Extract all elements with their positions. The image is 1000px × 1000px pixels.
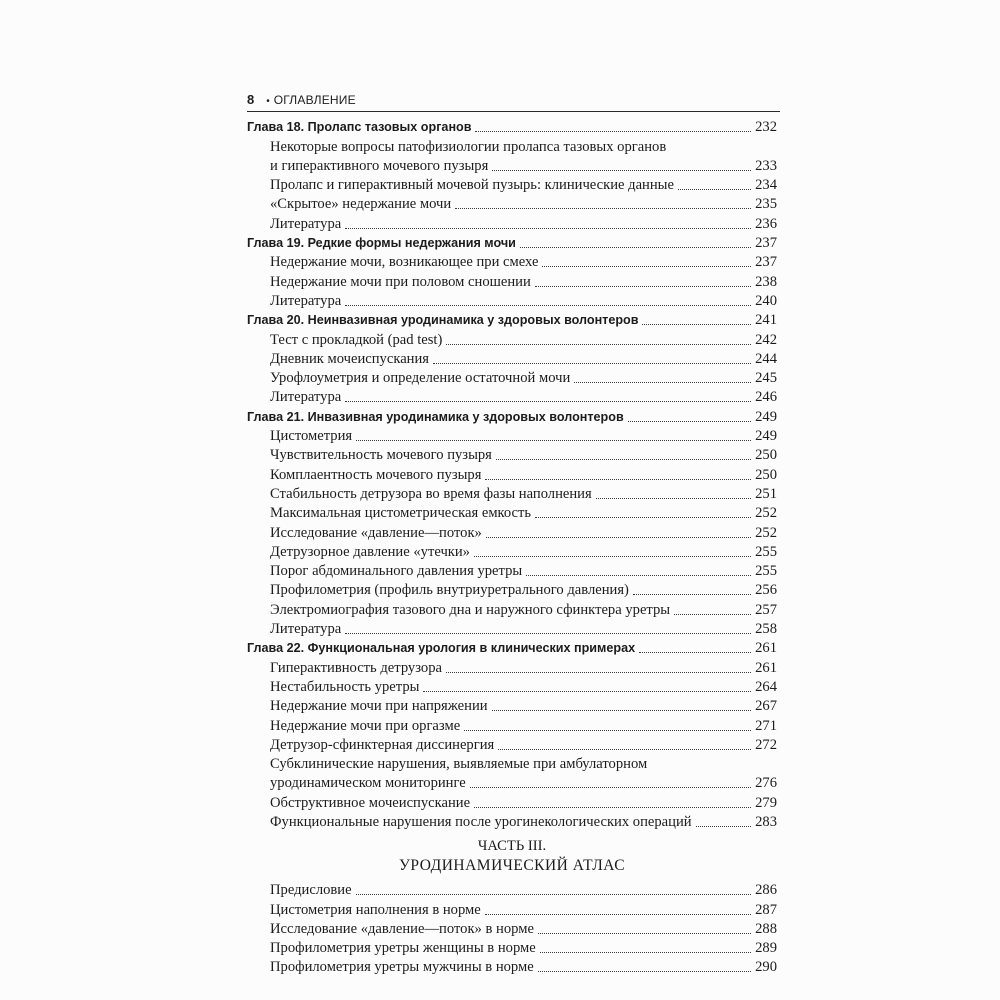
entry-title: Дневник мочеиспускания bbox=[270, 350, 430, 367]
page-ref: 237 bbox=[755, 235, 777, 252]
dot-leader bbox=[486, 537, 751, 538]
page-ref: 288 bbox=[755, 920, 777, 937]
entry-title: Предисловие bbox=[270, 882, 352, 899]
toc-section[interactable] bbox=[247, 920, 777, 939]
toc-section[interactable] bbox=[247, 697, 777, 716]
toc-section[interactable] bbox=[247, 900, 777, 919]
entry-title: Чувствительность мочевого пузыря bbox=[270, 447, 492, 464]
entry-title: и гиперактивного мочевого пузыря bbox=[270, 157, 489, 174]
page-ref: 237 bbox=[755, 254, 777, 271]
page-ref: 255 bbox=[755, 563, 777, 580]
page-ref: 241 bbox=[755, 312, 777, 329]
entry-title: Литература bbox=[270, 621, 342, 638]
page-ref: 240 bbox=[755, 292, 777, 309]
entry-title: Пролапс и гиперактивный мочевой пузырь: клинические данные bbox=[270, 177, 674, 194]
dot-leader bbox=[356, 440, 751, 441]
page-ref: 255 bbox=[755, 543, 777, 560]
toc-section[interactable] bbox=[247, 157, 777, 176]
page-ref: 246 bbox=[755, 389, 777, 406]
dot-leader bbox=[574, 382, 751, 383]
page-ref: 287 bbox=[755, 901, 777, 918]
entry-title: Глава 19. Редкие формы недержания мочи bbox=[247, 236, 516, 251]
page-ref: 279 bbox=[755, 794, 777, 811]
page-ref: 257 bbox=[755, 601, 777, 618]
page-ref: 250 bbox=[755, 447, 777, 464]
dot-leader bbox=[678, 189, 751, 190]
toc-section[interactable] bbox=[247, 330, 777, 349]
toc-section[interactable] bbox=[247, 485, 777, 504]
dot-leader bbox=[470, 787, 751, 788]
dot-leader bbox=[446, 672, 751, 673]
entry-title: Детрузор-сфинктерная диссинергия bbox=[270, 736, 495, 753]
dot-leader bbox=[446, 344, 751, 345]
dot-leader bbox=[345, 228, 751, 229]
entry-title: Тест с прокладкой (pad test) bbox=[270, 331, 443, 348]
dot-leader bbox=[345, 401, 751, 402]
toc-section[interactable] bbox=[247, 736, 777, 755]
dot-leader bbox=[455, 208, 751, 209]
entry-title: Недержание мочи, возникающее при смехе bbox=[270, 254, 539, 271]
page-ref: 261 bbox=[755, 640, 777, 657]
toc-section[interactable] bbox=[247, 350, 777, 369]
entry-title: Глава 18. Пролапс тазовых органов bbox=[247, 120, 472, 135]
page-ref: 252 bbox=[755, 505, 777, 522]
entry-title: Максимальная цистометрическая емкость bbox=[270, 505, 532, 522]
toc-section[interactable] bbox=[247, 793, 777, 812]
page-ref: 271 bbox=[755, 717, 777, 734]
toc-section[interactable] bbox=[247, 813, 777, 832]
entry-title: «Скрытое» недержание мочи bbox=[270, 196, 452, 213]
toc-section[interactable] bbox=[247, 195, 777, 214]
entry-title: Некоторые вопросы патофизиологии пролапса тазовых органов bbox=[270, 138, 667, 155]
entry-title: Порог абдоминального давления уретры bbox=[270, 563, 523, 580]
dot-leader bbox=[474, 807, 751, 808]
entry-title: Глава 21. Инвазивная уродинамика у здоровых волонтеров bbox=[247, 409, 624, 424]
entry-title: Литература bbox=[270, 292, 342, 309]
toc-section[interactable] bbox=[247, 939, 777, 958]
dot-leader bbox=[596, 498, 751, 499]
page-ref: 235 bbox=[755, 196, 777, 213]
entry-title: Гиперактивность детрузора bbox=[270, 659, 442, 676]
toc-section[interactable] bbox=[247, 176, 777, 195]
dot-leader bbox=[464, 730, 751, 731]
page-ref: 256 bbox=[755, 582, 777, 599]
dot-leader bbox=[485, 914, 751, 915]
entry-title: Профилометрия уретры женщины в норме bbox=[270, 940, 536, 957]
part-number: ЧАСТЬ III. bbox=[477, 837, 547, 854]
entry-title: Электромиография тазового дна и наружного сфинктера уретры bbox=[270, 601, 671, 618]
entry-title: Недержание мочи при половом сношении bbox=[270, 273, 531, 290]
page-ref: 283 bbox=[755, 813, 777, 830]
dot-leader bbox=[540, 952, 751, 953]
entry-title: Комплаентность мочевого пузыря bbox=[270, 466, 482, 483]
dot-leader bbox=[538, 971, 751, 972]
entry-title: Литература bbox=[270, 215, 342, 232]
toc-section[interactable] bbox=[247, 504, 777, 523]
page-ref: 272 bbox=[755, 736, 777, 753]
toc-section[interactable] bbox=[247, 214, 777, 233]
toc-section[interactable] bbox=[247, 562, 777, 581]
page-ref: 238 bbox=[755, 273, 777, 290]
toc-section[interactable] bbox=[247, 446, 777, 465]
bullet-icon: • bbox=[266, 96, 270, 107]
toc-section[interactable] bbox=[247, 774, 777, 793]
dot-leader bbox=[526, 575, 751, 576]
entry-title: Исследование «давление—поток» bbox=[270, 524, 482, 541]
page-ref: 233 bbox=[755, 157, 777, 174]
entry-title: Глава 22. Функциональная урология в клинических примерах bbox=[247, 641, 636, 656]
running-header bbox=[247, 91, 780, 112]
dot-leader bbox=[492, 710, 752, 711]
page-ref: 276 bbox=[755, 775, 777, 792]
page-ref: 236 bbox=[755, 215, 777, 232]
toc-section[interactable] bbox=[247, 272, 777, 291]
page-ref: 245 bbox=[755, 370, 777, 387]
dot-leader bbox=[633, 594, 751, 595]
page-ref: 232 bbox=[755, 119, 777, 136]
page-ref: 251 bbox=[755, 485, 777, 502]
page-ref: 264 bbox=[755, 678, 777, 695]
entry-title: Нестабильность уретры bbox=[270, 678, 420, 695]
toc-section[interactable] bbox=[247, 388, 777, 407]
toc-chapter[interactable] bbox=[247, 234, 777, 253]
entry-title: Цистометрия наполнения в норме bbox=[270, 901, 481, 918]
entry-title: Цистометрия bbox=[270, 428, 353, 445]
dot-leader bbox=[520, 247, 751, 248]
dot-leader bbox=[475, 131, 751, 132]
toc-section[interactable] bbox=[247, 958, 777, 977]
page-ref: 249 bbox=[755, 408, 777, 425]
page-ref: 289 bbox=[755, 940, 777, 957]
toc-section[interactable] bbox=[247, 716, 777, 735]
entry-title: уродинамическом мониторинге bbox=[270, 775, 466, 792]
entry-title: Урофлоуметрия и определение остаточной мочи bbox=[270, 370, 571, 387]
page-ref: 261 bbox=[755, 659, 777, 676]
dot-leader bbox=[485, 479, 751, 480]
dot-leader bbox=[535, 517, 751, 518]
toc-section[interactable] bbox=[247, 523, 777, 542]
page-ref: 258 bbox=[755, 621, 777, 638]
dot-leader bbox=[642, 324, 751, 325]
page-ref: 249 bbox=[755, 428, 777, 445]
toc-section[interactable] bbox=[247, 678, 777, 697]
toc-chapter[interactable] bbox=[247, 311, 777, 330]
toc-chapter[interactable] bbox=[247, 639, 777, 658]
entry-title: Недержание мочи при оргазме bbox=[270, 717, 461, 734]
dot-leader bbox=[674, 614, 751, 615]
entry-title: Исследование «давление—поток» в норме bbox=[270, 920, 534, 937]
page-ref: 250 bbox=[755, 466, 777, 483]
dot-leader bbox=[498, 749, 751, 750]
entry-title: Недержание мочи при напряжении bbox=[270, 698, 488, 715]
dot-leader bbox=[696, 826, 752, 827]
entry-title: Функциональные нарушения после урогинекологических операций bbox=[270, 813, 692, 830]
toc-section[interactable] bbox=[247, 427, 777, 446]
toc-chapter[interactable] bbox=[247, 118, 777, 137]
toc-section[interactable] bbox=[247, 369, 777, 388]
toc-section[interactable] bbox=[247, 253, 777, 272]
page-ref: 290 bbox=[755, 959, 777, 976]
dot-leader bbox=[492, 170, 751, 171]
dot-leader bbox=[345, 305, 751, 306]
toc-section[interactable] bbox=[247, 465, 777, 484]
dot-leader bbox=[345, 633, 751, 634]
page-ref: 242 bbox=[755, 331, 777, 348]
part-title: УРОДИНАМИЧЕСКИЙ АТЛАС bbox=[398, 856, 626, 874]
header-title: ОГЛАВЛЕНИЕ bbox=[273, 93, 356, 107]
page-ref: 267 bbox=[755, 698, 777, 715]
toc-section[interactable] bbox=[247, 620, 777, 639]
entry-title: Детрузорное давление «утечки» bbox=[270, 543, 470, 560]
dot-leader bbox=[433, 363, 751, 364]
dot-leader bbox=[542, 266, 751, 267]
toc-section[interactable] bbox=[247, 543, 777, 562]
dot-leader bbox=[496, 459, 751, 460]
toc-section[interactable] bbox=[247, 292, 777, 311]
dot-leader bbox=[474, 556, 751, 557]
toc-section[interactable] bbox=[247, 600, 777, 619]
dot-leader bbox=[538, 933, 751, 934]
toc-section[interactable] bbox=[247, 581, 777, 600]
entry-title: Глава 20. Неинвазивная уродинамика у здоровых волонтеров bbox=[247, 313, 639, 328]
entry-title: Литература bbox=[270, 389, 342, 406]
toc-chapter[interactable] bbox=[247, 407, 777, 426]
table-of-contents bbox=[247, 118, 777, 977]
toc-section[interactable] bbox=[247, 881, 777, 900]
page-ref: 234 bbox=[755, 177, 777, 194]
dot-leader bbox=[535, 286, 751, 287]
page-ref: 286 bbox=[755, 882, 777, 899]
page-ref: 252 bbox=[755, 524, 777, 541]
toc-section[interactable] bbox=[247, 658, 777, 677]
dot-leader bbox=[639, 652, 751, 653]
dot-leader bbox=[423, 691, 751, 692]
entry-title: Стабильность детрузора во время фазы наполнения bbox=[270, 485, 592, 502]
entry-title: Профилометрия (профиль внутриуретрального давления) bbox=[270, 582, 629, 599]
entry-title: Субклинические нарушения, выявляемые при амбулаторном bbox=[270, 756, 648, 773]
toc-section-line[interactable] bbox=[247, 137, 777, 156]
page-ref: 244 bbox=[755, 350, 777, 367]
entry-title: Профилометрия уретры мужчины в норме bbox=[270, 959, 534, 976]
toc-section-line[interactable] bbox=[247, 755, 777, 774]
dot-leader bbox=[628, 421, 751, 422]
dot-leader bbox=[356, 894, 752, 895]
entry-title: Обструктивное мочеиспускание bbox=[270, 794, 471, 811]
page-number: 8 bbox=[247, 92, 255, 107]
